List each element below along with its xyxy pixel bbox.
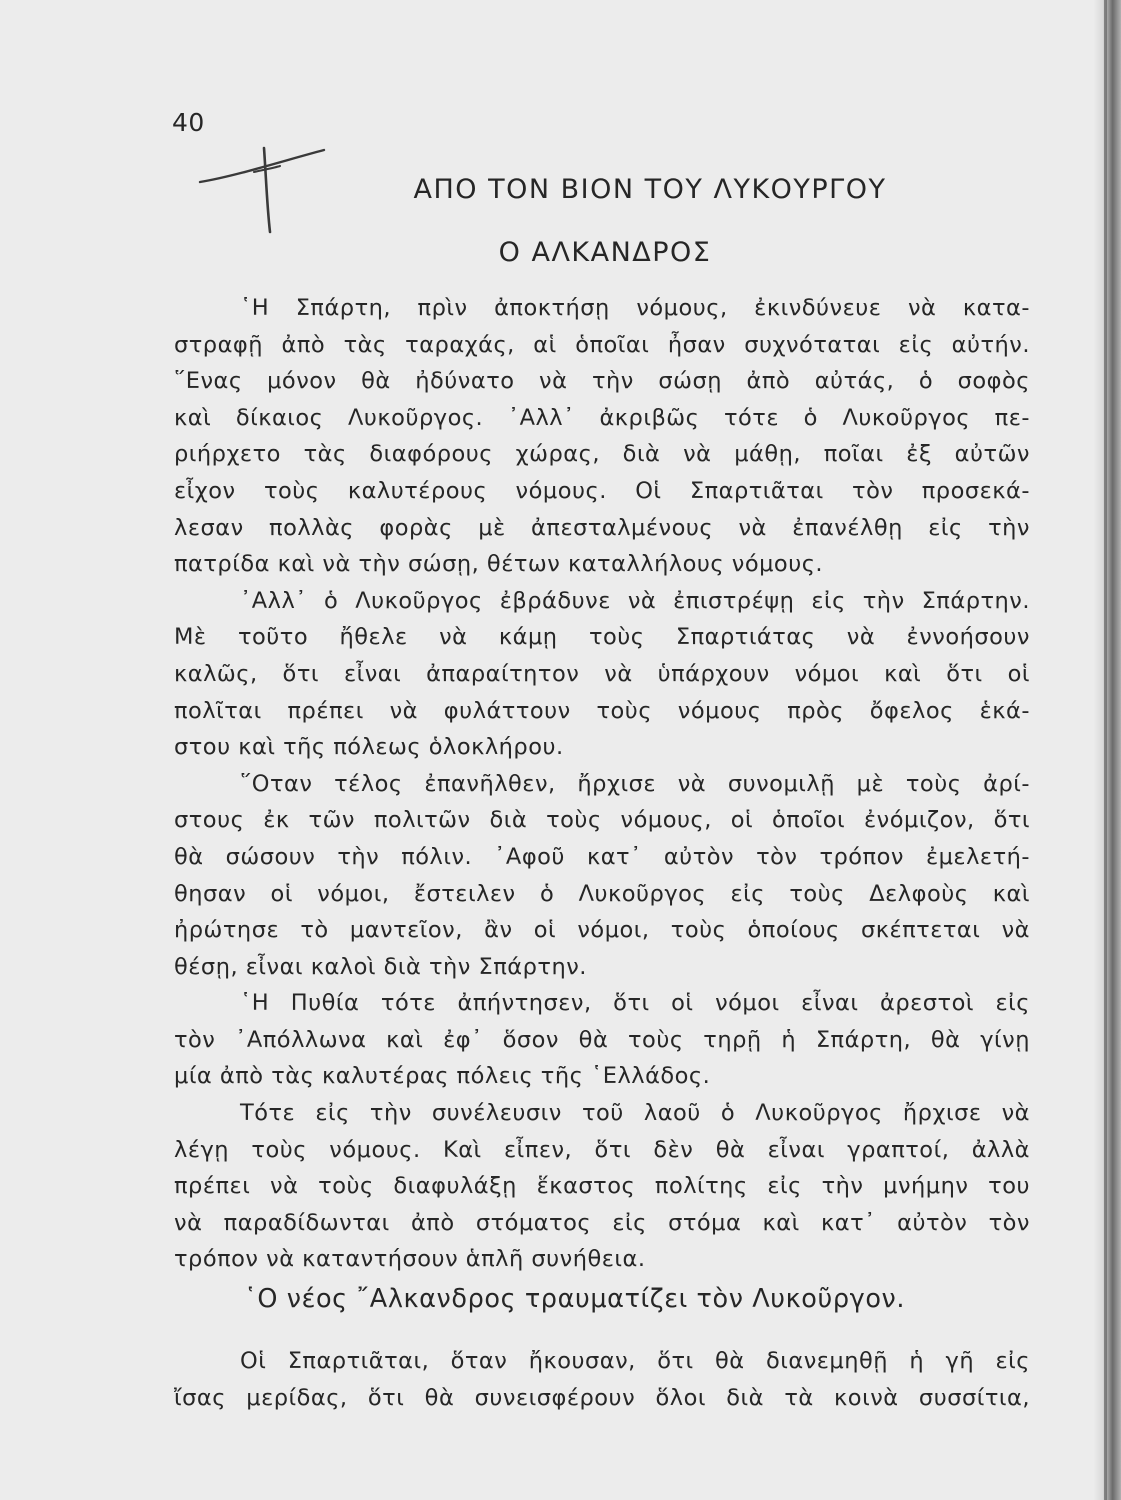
body-text xyxy=(174,290,1030,1278)
text-line: λέγῃ τοὺς νόμους. Καὶ εἶπεν, ὅτι δὲν θὰ εἶναι γραπτοί, ἀλλὰ xyxy=(174,1136,1030,1163)
text-line: ῾Η Πυθία τότε ἀπήντησεν, ὅτι οἱ νόμοι εἶναι ἀρεστοὶ εἰς xyxy=(240,990,1030,1017)
text-line: λεσαν πολλὰς φορὰς μὲ ἀπεσταλμένους νὰ ἐπανέλθῃ εἰς τὴν xyxy=(174,514,1030,541)
text-line: Τότε εἰς τὴν συνέλευσιν τοῦ λαοῦ ὁ Λυκοῦργος ἤρχισε νὰ xyxy=(240,1100,1030,1127)
text-line: ῾Η Σπάρτη, πρὶν ἀποκτήσῃ νόμους, ἐκινδύνευε νὰ κατα- xyxy=(240,295,1030,321)
text-line: Οἱ Σπαρτιᾶται, ὅταν ἤκουσαν, ὅτι θὰ διανεμηθῇ ἡ γῆ εἰς xyxy=(240,1348,1030,1374)
text-line: πολῖται πρέπει νὰ φυλάττουν τοὺς νόμους πρὸς ὄφελος ἑκά- xyxy=(174,697,1030,724)
text-line: ῞Οταν τέλος ἐπανῆλθεν, ἤρχισε νὰ συνομιλῇ μὲ τοὺς ἀρί- xyxy=(240,770,1030,797)
text-line: νὰ παραδίδωνται ἀπὸ στόματος εἰς στόμα καὶ κατ᾿ αὐτὸν τὸν xyxy=(174,1209,1030,1236)
text-line: ἴσας μερίδας, ὅτι θὰ συνεισφέρουν ὅλοι διὰ τὰ κοινὰ συσσίτια, xyxy=(174,1384,1030,1411)
text-line: ᾿Αλλ᾿ ὁ Λυκοῦργος ἐβράδυνε νὰ ἐπιστρέψῃ εἰς τὴν Σπάρτην. xyxy=(240,587,1030,614)
text-line: στραφῇ ἀπὸ τὰς ταραχάς, αἱ ὁποῖαι ἦσαν συχνόταται εἰς αὐτήν. xyxy=(174,331,1030,358)
text-line: τὸν ᾿Απόλλωνα καὶ ἐφ᾿ ὅσον θὰ τοὺς τηρῇ ἡ Σπάρτη, θὰ γίνῃ xyxy=(174,1026,1030,1053)
book-spine-shadow xyxy=(1093,0,1121,1500)
page-number: 40 xyxy=(172,108,205,137)
text-line: θὰ σώσουν τὴν πόλιν. ᾿Αφοῦ κατ᾿ αὐτὸν τὸν τρόπον ἐμελετή- xyxy=(174,843,1030,870)
text-line: θέσῃ, εἶναι καλοὶ διὰ τὴν Σπάρτην. xyxy=(174,953,587,980)
text-line: τρόπον νὰ καταντήσουν ἁπλῆ συνήθεια. xyxy=(174,1246,646,1273)
text-line: θησαν οἱ νόμοι, ἔστειλεν ὁ Λυκοῦργος εἰς τοὺς Δελφοὺς καὶ xyxy=(174,880,1030,907)
text-line: πατρίδα καὶ νὰ τὴν σώσῃ, θέτων καταλλήλους νόμους. xyxy=(174,551,824,578)
text-line: ἠρώτησε τὸ μαντεῖον, ἂν οἱ νόμοι, τοὺς ὁποίους σκέπτεται νὰ xyxy=(174,917,1030,944)
text-line: πρέπει νὰ τοὺς διαφυλάξῃ ἕκαστος πολίτης εἰς τὴν μνήμην του xyxy=(174,1173,1030,1200)
page-title: ΑΠΟ ΤΟΝ ΒΙΟΝ ΤΟΥ ΛΥΚΟΥΡΓΟΥ xyxy=(413,174,887,205)
text-line: μία ἀπὸ τὰς καλυτέρας πόλεις τῆς ῾Ελλάδος. xyxy=(174,1063,711,1090)
text-line: καὶ δίκαιος Λυκοῦργος. ᾿Αλλ᾿ ἀκριβῶς τότε ὁ Λυκοῦργος πε- xyxy=(174,404,1030,431)
text-line: Μὲ τοῦτο ἤθελε νὰ κάμῃ τοὺς Σπαρτιάτας νὰ ἐννοήσουν xyxy=(174,624,1030,651)
book-spine-edge xyxy=(1104,0,1107,1500)
text-line: καλῶς, ὅτι εἶναι ἀπαραίτητον νὰ ὑπάρχουν νόμοι καὶ ὅτι οἱ xyxy=(174,660,1030,687)
text-line: εἶχον τοὺς καλυτέρους νόμους. Οἱ Σπαρτιᾶται τὸν προσεκά- xyxy=(174,477,1030,504)
text-line: στους ἐκ τῶν πολιτῶν διὰ τοὺς νόμους, οἱ ὁποῖοι ἐνόμιζον, ὅτι xyxy=(174,807,1030,834)
page-subtitle: Ο ΑΛΚΑΝΔΡΟΣ xyxy=(498,237,712,268)
text-line: ριήρχετο τὰς διαφόρους χώρας, διὰ νὰ μάθῃ, ποῖαι ἐξ αὐτῶν xyxy=(174,441,1030,468)
body-text-continued xyxy=(174,1343,1030,1416)
text-line: ῞Ενας μόνον θὰ ἠδύνατο νὰ τὴν σώσῃ ἀπὸ αὐτάς, ὁ σοφὸς xyxy=(174,368,1030,395)
section-heading: ῾Ο νέος ῎Αλκανδρος τραυματίζει τὸν Λυκοῦργον. xyxy=(244,1284,906,1314)
text-line: στου καὶ τῆς πόλεως ὁλοκλήρου. xyxy=(174,734,564,761)
